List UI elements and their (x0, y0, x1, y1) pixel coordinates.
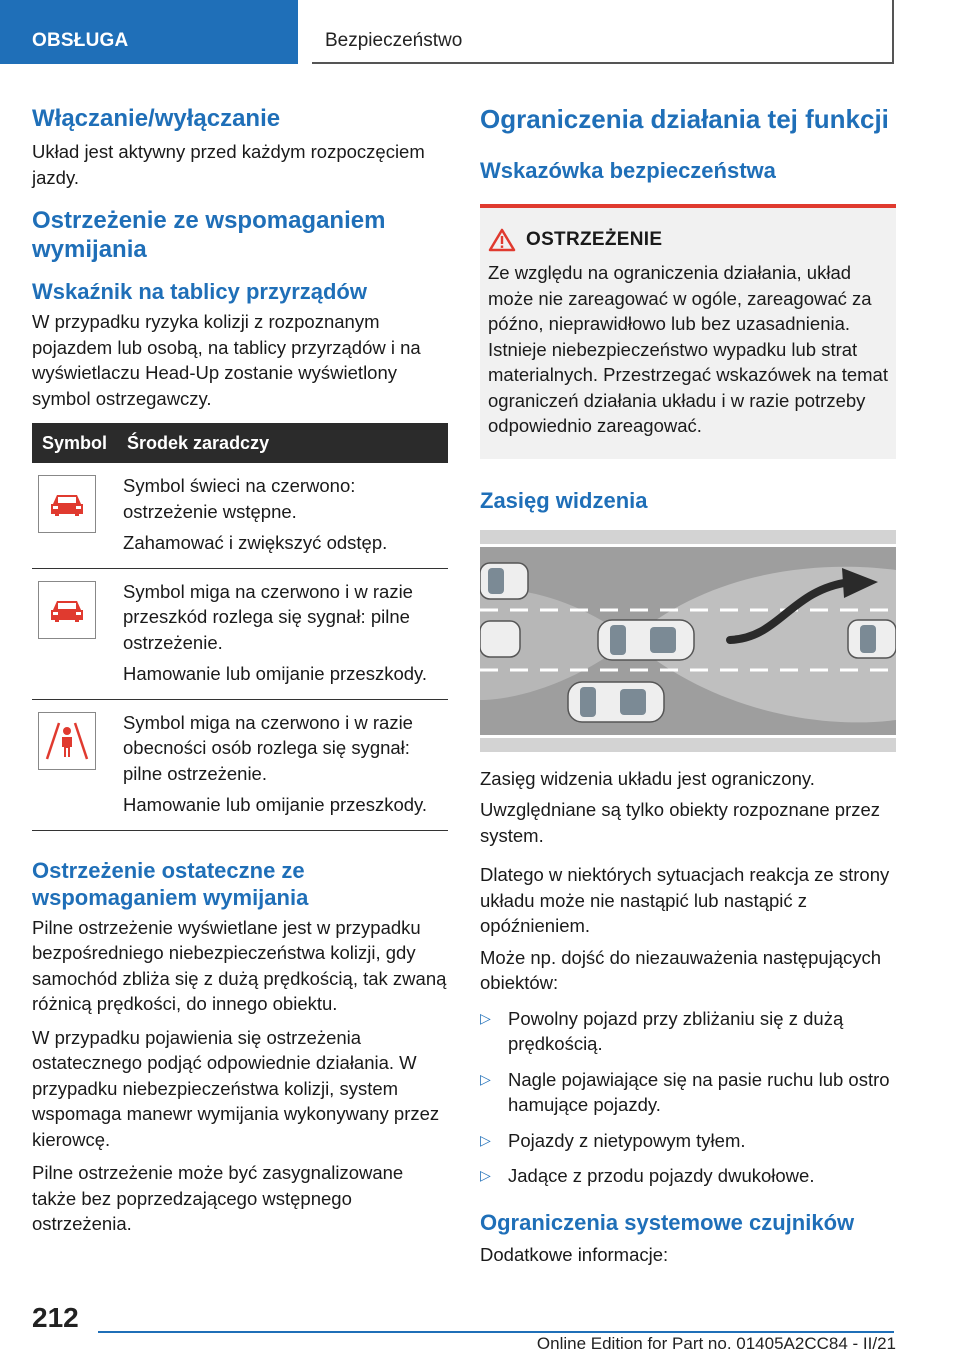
car-warning-icon (38, 475, 96, 533)
range-illustration (480, 530, 896, 752)
warning-box (480, 204, 896, 459)
table-row (32, 699, 448, 830)
footer-edition: Online Edition for Part no. 01405A2CC84 - II/21 (536, 1334, 896, 1353)
row-description: Symbol świeci na czerwono: ostrzeżenie wstępne. (123, 475, 356, 522)
heading-instrument-indicator: Wskaźnik na tablicy przyrządów (32, 279, 367, 304)
paragraph-range-3: Dlatego w niektórych sytuacjach reakcja ze strony układu może nie nastąpić lub nastąpić z opóźnieniem. (480, 864, 890, 936)
heading-sensor-limits: Ograniczenia systemowe czujników (480, 1209, 855, 1235)
row-action: Zahamować i zwiększyć odstęp. (123, 532, 388, 553)
list-item-text: Powolny pojazd przy zbliżaniu się z dużą prędkością. (508, 1007, 844, 1054)
pedestrian-warning-icon (38, 712, 96, 770)
list-item (480, 1006, 896, 1057)
heading-final-warning: Ostrzeżenie ostateczne ze wspomaganiem wymijania (32, 857, 309, 910)
bullet-triangle-icon: ▷ (480, 1131, 491, 1148)
heading-function-limits: Ograniczenia działania tej funkcji (480, 104, 889, 134)
header-topic-tab (312, 0, 894, 64)
left-column (32, 100, 448, 1237)
symbol-table (32, 423, 448, 831)
row-description: Symbol miga na czerwono i w razie obecności osób rozlega się sygnał: pilne ostrzeżenie. (123, 711, 413, 784)
heading-safety-note: Wskazówka bezpieczeństwa (480, 158, 776, 183)
list-item-text: Pojazdy z nietypowym tyłem. (508, 1129, 746, 1151)
header-section-label: OBSŁUGA (32, 30, 129, 51)
header-section-tab (0, 0, 298, 64)
list-item (480, 1163, 896, 1189)
paragraph-final-2: W przypadku pojawienia się ostrzeżenia ostatecznego podjąć odpowiednie działania. W przypadku niebezpieczeństwa kolizji, system wspomaga manewr wymijania wykonywany przez kierowcę. (32, 1026, 440, 1150)
warning-triangle-icon (488, 228, 516, 252)
paragraph-range-2: Uwzględniane są tylko obiekty rozpoznane przez system. (480, 799, 881, 846)
bullet-triangle-icon: ▷ (480, 1070, 491, 1087)
row-action: Hamowanie lub omijanie przeszkody. (123, 794, 428, 815)
table-header-remedy: Środek zaradczy (117, 423, 448, 463)
row-description: Symbol miga na czerwono i w razie przeszkód rozlega się sygnał: pilne ostrzeżenie. (123, 580, 413, 653)
car-warning-icon (38, 581, 96, 639)
paragraph-final-1: Pilne ostrzeżenie wyświetlane jest w przypadku bezpośredniego niebezpieczeństwa kolizji, gdy samochód zbliża się z dużą prędkością, tak zwaną różnicą prędkości, do innego obiektu. (32, 916, 447, 1014)
heading-evasion-warning: Ostrzeżenie ze wspomaganiem wymijania (32, 207, 386, 263)
paragraph-final-3: Pilne ostrzeżenie może być zasygnalizowane także bez poprzedzającego wstępnego ostrzeżenia. (32, 1162, 404, 1234)
heading-on-off: Włączanie/wyłączanie (32, 105, 281, 132)
paragraph-on-off: Układ jest aktywny przed każdym rozpoczęciem jazdy. (32, 141, 425, 188)
bullet-triangle-icon: ▷ (480, 1167, 491, 1183)
footer-divider (98, 1331, 894, 1333)
paragraph-range-4: Może np. dojść do niezauważenia następujących obiektów: (480, 946, 882, 993)
header-topic-label: Bezpieczeństwo (325, 30, 463, 51)
warning-label: OSTRZEŻENIE (526, 229, 663, 250)
list-item (480, 1067, 896, 1118)
right-column (480, 100, 896, 1267)
row-action: Hamowanie lub omijanie przeszkody. (123, 663, 428, 684)
list-item-text: Nagle pojawiające się na pasie ruchu lub ostro hamujące pojazdy. (508, 1068, 890, 1115)
bullet-triangle-icon: ▷ (480, 1009, 491, 1026)
paragraph-range-1: Zasięg widzenia układu jest ograniczony. (480, 767, 815, 789)
page-number: 212 (32, 1302, 79, 1333)
heading-range: Zasięg widzenia (480, 487, 648, 513)
table-row (32, 463, 448, 568)
warning-text: Ze względu na ograniczenia działania, układ może nie zareagować w ogóle, zareagować za późno, nieprawidłowo lub bez uzasadnienia. Istnieje niebezpieczeństwo wypadku lub strat materialnych. Przestrzegać wskazówek na temat ograniczeń działania układu i w razie potrzeby odpowiednio zareagować. (488, 262, 888, 436)
table-header-symbol: Symbol (32, 423, 117, 463)
paragraph-instrument-indicator: W przypadku ryzyka kolizji z rozpoznanym pojazdem lub osobą, na tablicy przyrządów i na wyświetlaczu Head-Up zostanie wyświetlony symbol ostrzegawczy. (32, 311, 421, 409)
table-header-row (32, 423, 448, 463)
paragraph-sensor: Dodatkowe informacje: (480, 1243, 669, 1265)
list-item (480, 1128, 896, 1154)
list-item-text: Jadące z przodu pojazdy dwukołowe. (508, 1165, 815, 1186)
table-row (32, 568, 448, 699)
